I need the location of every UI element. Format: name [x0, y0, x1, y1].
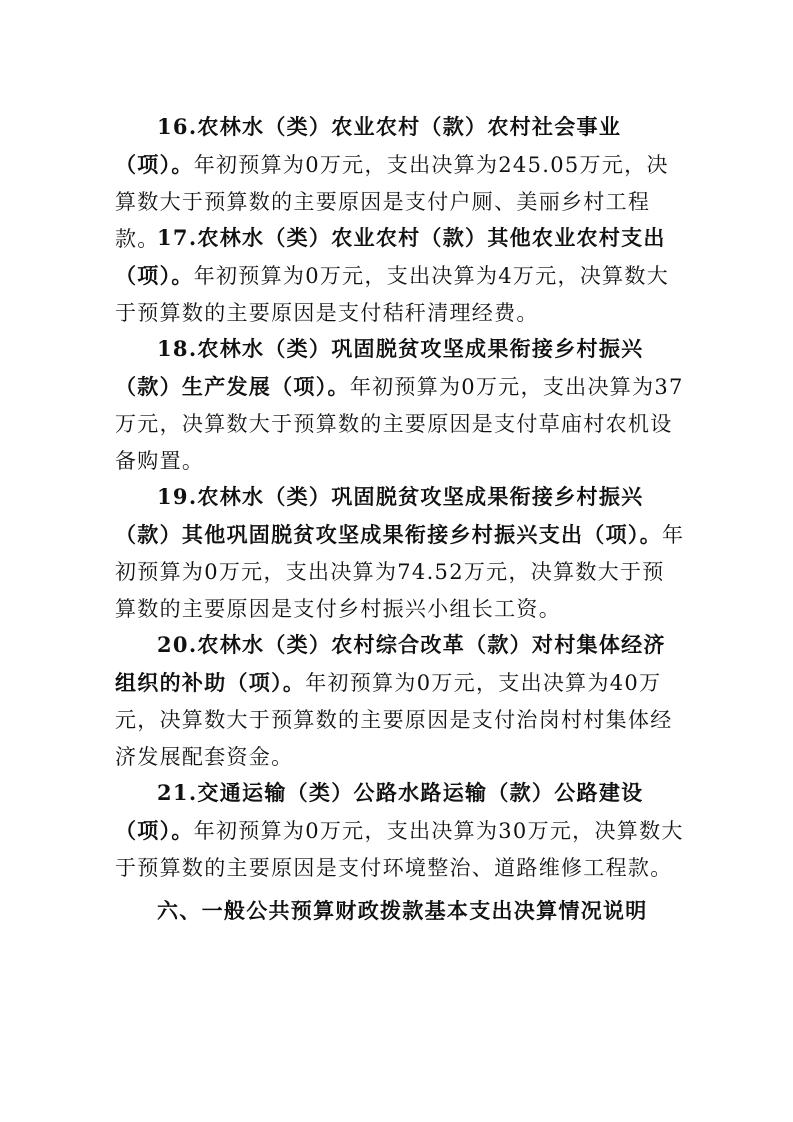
paragraph-body: 年初预算为0万元，支出决算为245.05万元，决算数大于预算数的主要原因是支付户厕、美丽乡村工程款。 — [115, 153, 669, 251]
paragraph-item-20 — [115, 626, 685, 776]
paragraph-heading: 20.农林水（类）农村综合改革（款）对村集体经济组织的补助（项）。 — [115, 632, 666, 695]
paragraph-body: 年初预算为0万元，支出决算为40万元，决算数大于预算数的主要原因是支付治岗村村集体经济发展配套资金。 — [115, 671, 673, 769]
section-heading: 六、一般公共预算财政拨款基本支出决算情况说明 — [157, 898, 648, 923]
paragraph-item-19 — [115, 478, 685, 628]
paragraph-heading: 17.农林水（类）农业农村（款）其他农业农村支出（项）。 — [115, 225, 666, 288]
paragraph-heading: 16.农林水（类）农业农村（款）农村社会事业（项）。 — [115, 114, 622, 177]
paragraph-heading: 18.农林水（类）巩固脱贫攻坚成果衔接乡村振兴（款）生产发展（项）。 — [115, 336, 644, 399]
paragraph-body: 年初预算为0万元，支出决算为4万元，决算数大于预算数的主要原因是支付秸秆清理经费。 — [115, 264, 670, 325]
paragraph-item-17 — [115, 219, 685, 332]
paragraph-heading: 21.交通运输（类）公路水路运输（款）公路建设（项）。 — [115, 780, 644, 843]
paragraph-body: 年初预算为0万元，支出决算为30万元，决算数大于预算数的主要原因是支付环境整治、道路维修工程款。 — [115, 819, 684, 880]
paragraph-body: 年初预算为0万元，支出决算为74.52万元，决算数大于预算数的主要原因是支付乡村振兴小组长工资。 — [115, 523, 685, 621]
paragraph-heading: 19.农林水（类）巩固脱贫攻坚成果衔接乡村振兴（款）其他巩固脱贫攻坚成果衔接乡村振兴支出（项）。 — [115, 484, 662, 547]
paragraph-item-18 — [115, 330, 685, 480]
paragraph-item-21 — [115, 774, 685, 887]
paragraph-body: 年初预算为0万元，支出决算为37万元，决算数大于预算数的主要原因是支付草庙村农机设备购置。 — [115, 375, 684, 473]
